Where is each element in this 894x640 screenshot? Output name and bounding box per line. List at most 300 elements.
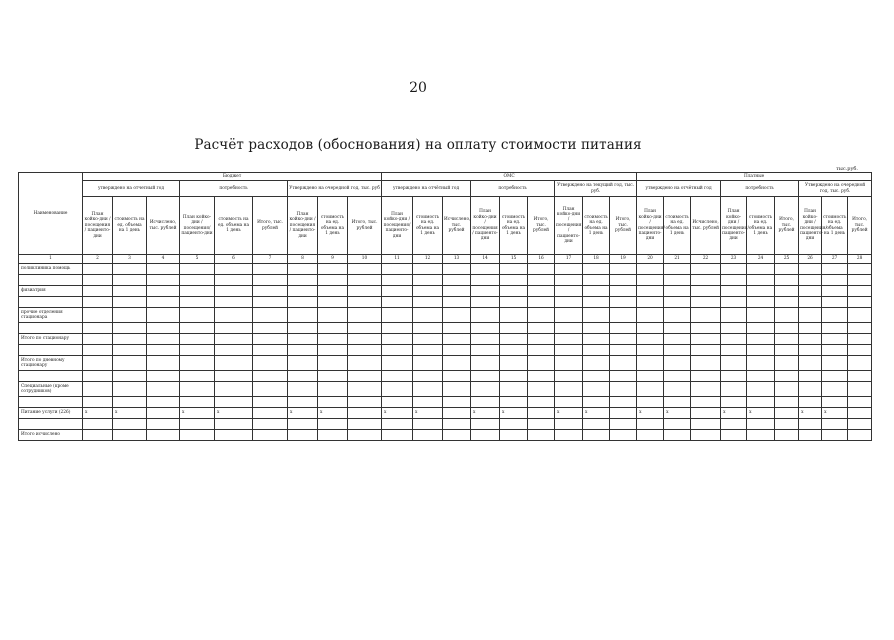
data-cell <box>215 275 253 286</box>
data-cell <box>583 264 610 275</box>
data-cell <box>382 308 413 323</box>
column-number: 8 <box>288 255 318 264</box>
data-cell <box>555 430 583 441</box>
column-header: Итого, тыс. рублей <box>610 197 637 255</box>
data-cell <box>747 382 775 397</box>
data-cell <box>848 323 872 334</box>
data-cell <box>555 371 583 382</box>
data-cell <box>288 308 318 323</box>
data-cell <box>500 308 528 323</box>
units-label: тыс.руб. <box>836 166 858 172</box>
column-header: Итого, тыс. рублей <box>528 197 555 255</box>
data-cell <box>822 397 848 408</box>
table-row <box>19 382 872 397</box>
data-cell <box>215 371 253 382</box>
source-header: ОМС <box>382 173 637 181</box>
data-cell <box>413 308 443 323</box>
period-subheader: потребность <box>180 181 288 197</box>
data-cell <box>637 334 664 345</box>
data-cell <box>443 345 471 356</box>
column-number: 13 <box>443 255 471 264</box>
data-cell <box>113 397 147 408</box>
data-cell <box>147 430 180 441</box>
data-cell <box>288 397 318 408</box>
data-cell <box>799 308 822 323</box>
data-cell <box>83 430 113 441</box>
row-label: Питание услуги (226) <box>19 408 83 419</box>
data-cell <box>555 419 583 430</box>
data-cell <box>348 356 382 371</box>
data-cell <box>747 264 775 275</box>
data-cell <box>443 286 471 297</box>
column-header: стоимость на ед. объема на 1 день <box>664 197 691 255</box>
column-header: План койко-дни / посещения/ пациенто-дни <box>382 197 413 255</box>
data-cell <box>610 356 637 371</box>
data-cell <box>610 334 637 345</box>
data-cell <box>348 371 382 382</box>
data-cell <box>147 323 180 334</box>
data-cell <box>799 430 822 441</box>
data-cell <box>83 286 113 297</box>
data-cell <box>471 286 500 297</box>
data-cell <box>775 297 799 308</box>
data-cell <box>848 308 872 323</box>
data-cell <box>583 308 610 323</box>
data-cell <box>19 345 83 356</box>
data-cell <box>471 382 500 397</box>
data-cell <box>500 264 528 275</box>
data-cell <box>555 286 583 297</box>
data-cell <box>413 275 443 286</box>
data-cell <box>382 382 413 397</box>
data-cell <box>848 408 872 419</box>
data-cell <box>318 419 348 430</box>
data-cell <box>775 371 799 382</box>
data-cell <box>382 419 413 430</box>
data-cell <box>215 334 253 345</box>
data-cell <box>348 382 382 397</box>
data-cell <box>253 371 288 382</box>
data-cell <box>691 308 721 323</box>
data-cell <box>318 323 348 334</box>
data-cell <box>318 334 348 345</box>
data-cell <box>848 334 872 345</box>
source-header-row <box>19 173 872 181</box>
data-cell <box>83 419 113 430</box>
data-cell <box>443 356 471 371</box>
data-cell <box>180 323 215 334</box>
data-cell <box>253 397 288 408</box>
data-cell <box>799 297 822 308</box>
data-cell <box>691 397 721 408</box>
row-label: прочие отделения стационара <box>19 308 83 323</box>
data-cell <box>288 430 318 441</box>
data-cell <box>822 430 848 441</box>
data-cell <box>215 419 253 430</box>
data-cell <box>500 419 528 430</box>
data-cell <box>822 264 848 275</box>
data-cell <box>19 371 83 382</box>
column-number: 11 <box>382 255 413 264</box>
data-cell <box>147 371 180 382</box>
column-number: 24 <box>747 255 775 264</box>
data-cell <box>610 345 637 356</box>
column-header: Исчислено, тыс. рублей <box>147 197 180 255</box>
data-cell <box>848 297 872 308</box>
data-cell <box>443 275 471 286</box>
data-cell <box>147 275 180 286</box>
x-mark-cell: х <box>382 408 413 419</box>
column-header: План койко-дни / посещения/ пациенто-дни <box>721 197 747 255</box>
data-cell <box>83 382 113 397</box>
data-cell <box>721 334 747 345</box>
data-cell <box>471 397 500 408</box>
data-cell <box>147 408 180 419</box>
data-cell <box>500 371 528 382</box>
data-cell <box>721 275 747 286</box>
x-mark-cell: х <box>471 408 500 419</box>
data-cell <box>528 297 555 308</box>
x-mark-cell: х <box>113 408 147 419</box>
column-header: стоимость на ед. объема на 1 день <box>113 197 147 255</box>
data-cell <box>318 397 348 408</box>
column-header: План койко-дни / посещения/ пациенто-дни <box>180 197 215 255</box>
data-cell <box>691 430 721 441</box>
x-mark-cell: х <box>288 408 318 419</box>
x-mark-cell: х <box>215 408 253 419</box>
data-cell <box>664 308 691 323</box>
data-cell <box>799 382 822 397</box>
data-cell <box>528 286 555 297</box>
column-number: 5 <box>180 255 215 264</box>
data-cell <box>848 397 872 408</box>
data-cell <box>799 345 822 356</box>
data-cell <box>348 430 382 441</box>
data-cell <box>848 382 872 397</box>
data-cell <box>19 397 83 408</box>
data-cell <box>253 345 288 356</box>
table-row <box>19 408 872 419</box>
data-cell <box>822 308 848 323</box>
column-header: Итого, тыс. рублей <box>253 197 288 255</box>
data-cell <box>637 286 664 297</box>
data-cell <box>583 356 610 371</box>
data-cell <box>147 419 180 430</box>
data-cell <box>348 334 382 345</box>
column-header-row <box>19 197 872 255</box>
data-cell <box>413 286 443 297</box>
column-header: стоимость на ед. объема на 1 день <box>318 197 348 255</box>
data-cell <box>637 345 664 356</box>
data-cell <box>113 308 147 323</box>
data-cell <box>382 430 413 441</box>
data-cell <box>528 323 555 334</box>
data-cell <box>318 286 348 297</box>
period-subheader: утверждено на отчётный год <box>637 181 721 197</box>
column-number: 12 <box>413 255 443 264</box>
data-cell <box>747 397 775 408</box>
data-cell <box>500 297 528 308</box>
data-cell <box>253 275 288 286</box>
column-number: 15 <box>500 255 528 264</box>
data-cell <box>500 397 528 408</box>
data-cell <box>747 275 775 286</box>
data-cell <box>528 408 555 419</box>
row-label: физиатрия <box>19 286 83 297</box>
data-cell <box>113 371 147 382</box>
data-cell <box>848 275 872 286</box>
data-cell <box>443 371 471 382</box>
data-cell <box>691 382 721 397</box>
data-cell <box>799 334 822 345</box>
data-cell <box>555 323 583 334</box>
data-cell <box>348 286 382 297</box>
data-cell <box>775 334 799 345</box>
data-cell <box>691 275 721 286</box>
data-cell <box>747 356 775 371</box>
data-cell <box>180 382 215 397</box>
row-label: Итого по дневному стационару <box>19 356 83 371</box>
data-cell <box>528 275 555 286</box>
data-cell <box>113 430 147 441</box>
data-cell <box>610 382 637 397</box>
data-cell <box>113 323 147 334</box>
data-cell <box>215 297 253 308</box>
data-cell <box>555 334 583 345</box>
data-cell <box>822 286 848 297</box>
x-mark-cell: х <box>83 408 113 419</box>
data-cell <box>848 286 872 297</box>
source-header: Платные <box>637 173 872 181</box>
blank-row <box>19 345 872 356</box>
column-number: 1 <box>19 255 83 264</box>
data-cell <box>799 264 822 275</box>
blank-row <box>19 297 872 308</box>
column-header: План койко-дни / посещения/ пациенто-дни <box>637 197 664 255</box>
data-cell <box>721 297 747 308</box>
data-cell <box>747 334 775 345</box>
data-cell <box>215 397 253 408</box>
table-row <box>19 334 872 345</box>
subheader-row <box>19 181 872 197</box>
data-cell <box>443 382 471 397</box>
row-label: Итого по стационару <box>19 334 83 345</box>
data-cell <box>318 308 348 323</box>
column-number-row <box>19 255 872 264</box>
column-number: 22 <box>691 255 721 264</box>
column-number: 3 <box>113 255 147 264</box>
data-cell <box>180 334 215 345</box>
data-cell <box>775 356 799 371</box>
data-cell <box>83 264 113 275</box>
data-cell <box>799 397 822 408</box>
data-cell <box>691 356 721 371</box>
data-cell <box>775 286 799 297</box>
data-cell <box>471 308 500 323</box>
column-number: 17 <box>555 255 583 264</box>
data-cell <box>443 308 471 323</box>
data-cell <box>691 264 721 275</box>
data-cell <box>215 430 253 441</box>
data-cell <box>775 382 799 397</box>
column-header: Итого, тыс. рублей <box>348 197 382 255</box>
data-cell <box>253 297 288 308</box>
data-cell <box>413 323 443 334</box>
data-cell <box>848 419 872 430</box>
data-cell <box>555 275 583 286</box>
data-cell <box>215 382 253 397</box>
x-mark-cell: х <box>500 408 528 419</box>
data-cell <box>253 356 288 371</box>
data-cell <box>382 297 413 308</box>
data-cell <box>664 297 691 308</box>
column-number: 20 <box>637 255 664 264</box>
data-cell <box>180 419 215 430</box>
data-cell <box>822 371 848 382</box>
data-cell <box>799 286 822 297</box>
data-cell <box>215 356 253 371</box>
data-cell <box>775 397 799 408</box>
data-cell <box>691 323 721 334</box>
data-cell <box>443 297 471 308</box>
data-cell <box>664 371 691 382</box>
data-cell <box>610 286 637 297</box>
data-cell <box>382 275 413 286</box>
data-cell <box>348 345 382 356</box>
data-cell <box>113 264 147 275</box>
period-subheader: утверждено на отчётный год <box>382 181 471 197</box>
data-cell <box>583 323 610 334</box>
data-cell <box>471 275 500 286</box>
data-cell <box>113 286 147 297</box>
column-header: стоимость на ед. объема на 1 день <box>822 197 848 255</box>
data-cell <box>382 356 413 371</box>
column-header: Исчислено, тыс. рублей <box>443 197 471 255</box>
data-cell <box>83 345 113 356</box>
data-cell <box>721 323 747 334</box>
data-cell <box>637 297 664 308</box>
data-cell <box>348 275 382 286</box>
data-cell <box>637 371 664 382</box>
data-cell <box>691 371 721 382</box>
data-cell <box>528 397 555 408</box>
data-cell <box>637 323 664 334</box>
data-cell <box>288 371 318 382</box>
period-subheader: потребность <box>471 181 555 197</box>
table-row <box>19 430 872 441</box>
data-cell <box>253 430 288 441</box>
x-mark-cell: х <box>721 408 747 419</box>
data-cell <box>318 371 348 382</box>
data-cell <box>637 308 664 323</box>
data-cell <box>318 345 348 356</box>
data-cell <box>721 356 747 371</box>
data-cell <box>528 334 555 345</box>
data-cell <box>413 264 443 275</box>
column-number: 23 <box>721 255 747 264</box>
data-cell <box>721 308 747 323</box>
data-cell <box>721 397 747 408</box>
data-cell <box>83 371 113 382</box>
data-cell <box>318 275 348 286</box>
data-cell <box>721 430 747 441</box>
data-cell <box>500 334 528 345</box>
data-cell <box>528 264 555 275</box>
data-cell <box>583 345 610 356</box>
data-cell <box>637 397 664 408</box>
data-cell <box>848 264 872 275</box>
data-cell <box>747 286 775 297</box>
period-subheader: Утверждено на текущий год, тыс. руб. <box>555 181 637 197</box>
data-cell <box>848 356 872 371</box>
data-cell <box>147 308 180 323</box>
data-cell <box>180 264 215 275</box>
column-header: План койко-дни / посещения/ пациенто-дни <box>799 197 822 255</box>
blank-row <box>19 323 872 334</box>
column-header: стоимость на ед. объема на 1 день <box>215 197 253 255</box>
data-cell <box>215 264 253 275</box>
data-cell <box>822 323 848 334</box>
data-cell <box>288 297 318 308</box>
data-cell <box>147 334 180 345</box>
column-header: Итого, тыс. рублей <box>848 197 872 255</box>
data-cell <box>348 308 382 323</box>
data-cell <box>253 286 288 297</box>
data-cell <box>413 382 443 397</box>
data-cell <box>555 345 583 356</box>
column-number: 10 <box>348 255 382 264</box>
data-cell <box>822 356 848 371</box>
data-cell <box>583 286 610 297</box>
data-cell <box>443 397 471 408</box>
data-cell <box>822 345 848 356</box>
data-cell <box>471 264 500 275</box>
data-cell <box>664 419 691 430</box>
data-cell <box>691 345 721 356</box>
x-mark-cell: х <box>180 408 215 419</box>
data-cell <box>180 371 215 382</box>
data-cell <box>528 356 555 371</box>
data-cell <box>83 297 113 308</box>
data-cell <box>610 308 637 323</box>
data-cell <box>500 345 528 356</box>
data-cell <box>113 382 147 397</box>
data-cell <box>799 323 822 334</box>
data-cell <box>147 286 180 297</box>
data-cell <box>471 323 500 334</box>
period-subheader: Утверждено на очередной год, тыс. руб <box>288 181 382 197</box>
data-cell <box>147 264 180 275</box>
column-number: 16 <box>528 255 555 264</box>
data-cell <box>721 345 747 356</box>
data-cell <box>664 323 691 334</box>
data-cell <box>83 356 113 371</box>
data-cell <box>348 397 382 408</box>
data-cell <box>799 356 822 371</box>
blank-row <box>19 397 872 408</box>
data-cell <box>471 345 500 356</box>
data-cell <box>443 334 471 345</box>
data-cell <box>637 264 664 275</box>
data-cell <box>180 297 215 308</box>
data-cell <box>664 334 691 345</box>
data-cell <box>318 430 348 441</box>
x-mark-cell: х <box>799 408 822 419</box>
column-header: План койко-дни / посещения / пациенто-дни <box>471 197 500 255</box>
row-label: Итого исчислено <box>19 430 83 441</box>
data-cell <box>471 334 500 345</box>
data-cell <box>664 430 691 441</box>
